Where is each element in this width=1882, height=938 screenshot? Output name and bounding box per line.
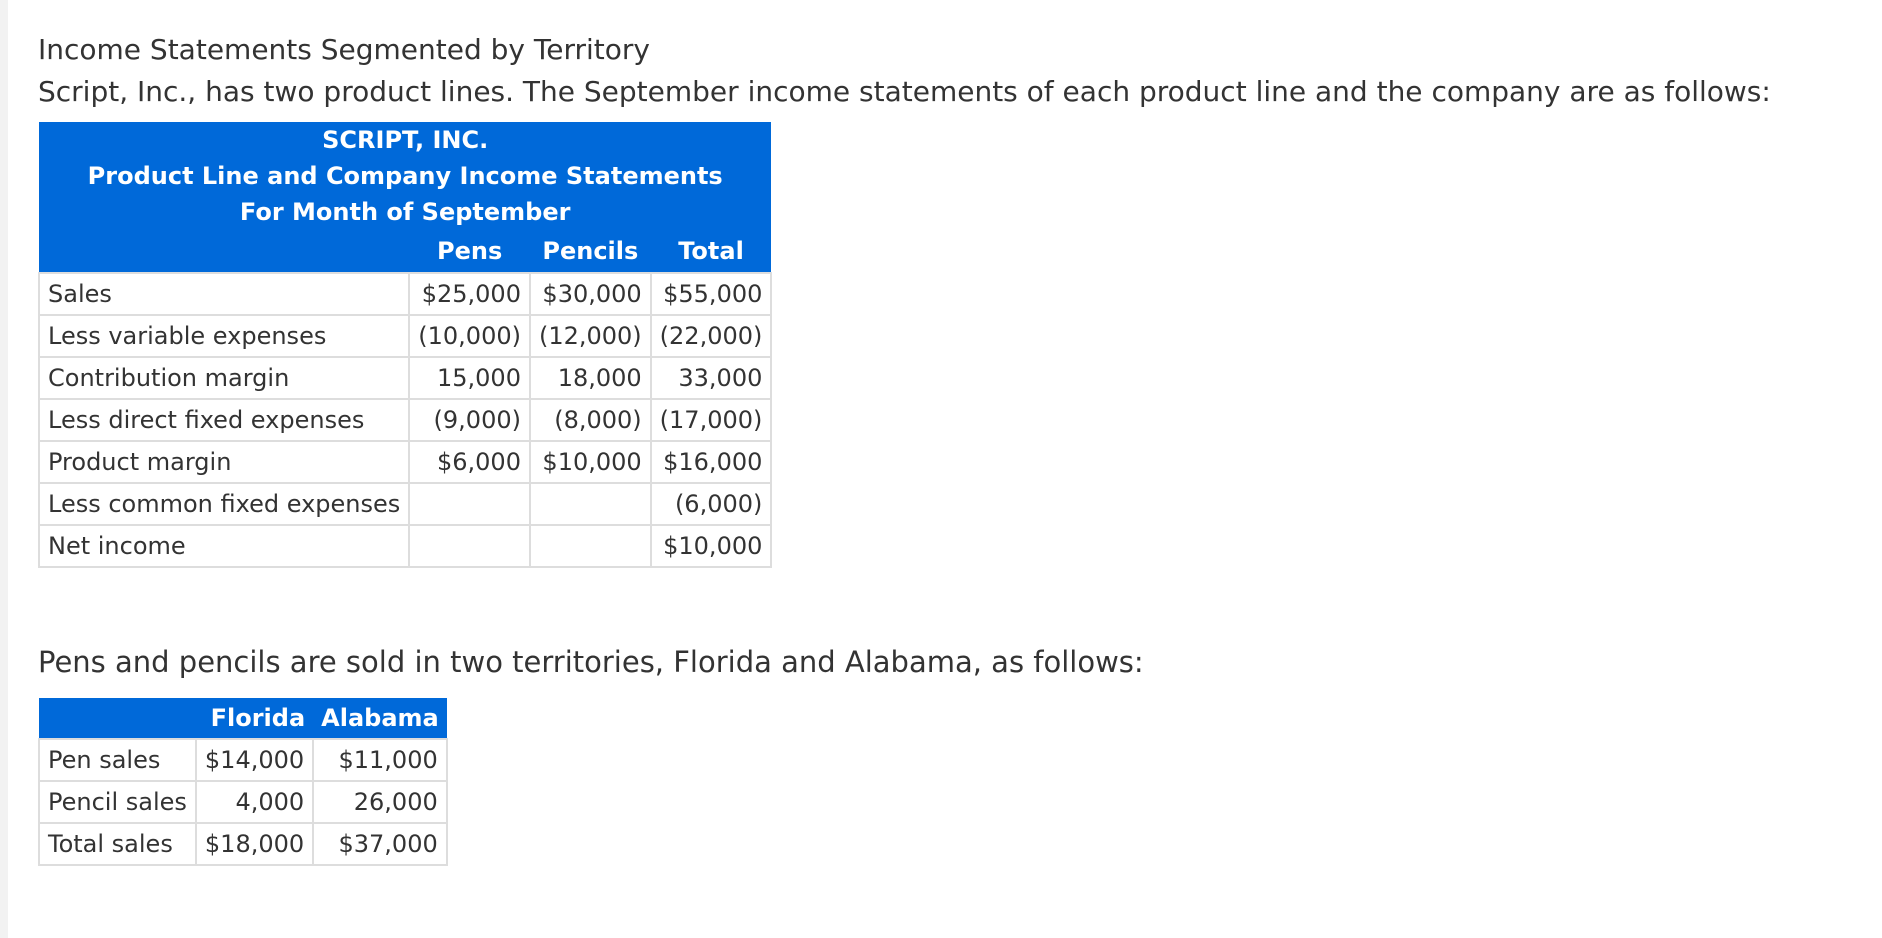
cell-value: $18,000 [196, 823, 313, 865]
territory-sales-table [38, 698, 448, 866]
column-header-pens: Pens [409, 230, 530, 273]
cell-value: 4,000 [196, 781, 313, 823]
cell-value [409, 483, 530, 525]
cell-value: $6,000 [409, 441, 530, 483]
cell-value: (17,000) [651, 399, 772, 441]
cell-value: (10,000) [409, 315, 530, 357]
row-label: Total sales [39, 823, 196, 865]
cell-value [530, 483, 651, 525]
row-label: Pen sales [39, 739, 196, 781]
column-header-row [39, 230, 771, 273]
row-label: Net income [39, 525, 409, 567]
table-row [39, 739, 447, 781]
statement-period: For Month of September [39, 194, 771, 230]
cell-value: 33,000 [651, 357, 772, 399]
cell-value: (8,000) [530, 399, 651, 441]
table-row [39, 357, 771, 399]
row-label: Sales [39, 273, 409, 315]
cell-value: 15,000 [409, 357, 530, 399]
table-title-row [39, 122, 771, 158]
table-title-row [39, 194, 771, 230]
cell-value: $14,000 [196, 739, 313, 781]
table-row [39, 273, 771, 315]
table-row [39, 441, 771, 483]
problem-content [38, 30, 1838, 866]
cell-value: (12,000) [530, 315, 651, 357]
statement-title: Product Line and Company Income Statements [39, 158, 771, 194]
row-label: Less direct fixed expenses [39, 399, 409, 441]
column-header-total: Total [651, 230, 772, 273]
row-label: Contribution margin [39, 357, 409, 399]
column-header-blank [39, 698, 196, 739]
cell-value: $10,000 [530, 441, 651, 483]
cell-value: $37,000 [313, 823, 447, 865]
table-row [39, 399, 771, 441]
cell-value: $25,000 [409, 273, 530, 315]
territory-intro-text: Pens and pencils are sold in two territories, Florida and Alabama, as follows: [38, 645, 1144, 679]
row-label: Pencil sales [39, 781, 196, 823]
page-left-rule [0, 0, 8, 938]
row-label: Less common fixed expenses [39, 483, 409, 525]
cell-value [409, 525, 530, 567]
column-header-row [39, 698, 447, 739]
column-header-alabama: Alabama [313, 698, 447, 739]
cell-value: (22,000) [651, 315, 772, 357]
table-row [39, 315, 771, 357]
cell-value: $55,000 [651, 273, 772, 315]
intro-text: Script, Inc., has two product lines. The September income statements of each product line and the company are as follows: [38, 75, 1771, 108]
column-header-pencils: Pencils [530, 230, 651, 273]
table-row [39, 823, 447, 865]
cell-value: (6,000) [651, 483, 772, 525]
row-label: Less variable expenses [39, 315, 409, 357]
income-statement-table [38, 122, 772, 568]
row-label: Product margin [39, 441, 409, 483]
column-header-blank [39, 230, 409, 273]
table-title-row [39, 158, 771, 194]
cell-value: $16,000 [651, 441, 772, 483]
cell-value: (9,000) [409, 399, 530, 441]
cell-value: $10,000 [651, 525, 772, 567]
table-row [39, 525, 771, 567]
column-header-florida: Florida [196, 698, 313, 739]
cell-value: 26,000 [313, 781, 447, 823]
company-name: SCRIPT, INC. [39, 122, 771, 158]
cell-value: 18,000 [530, 357, 651, 399]
page-title: Income Statements Segmented by Territory [38, 33, 650, 66]
cell-value: $11,000 [313, 739, 447, 781]
cell-value: $30,000 [530, 273, 651, 315]
table-row [39, 483, 771, 525]
table-row [39, 781, 447, 823]
cell-value [530, 525, 651, 567]
